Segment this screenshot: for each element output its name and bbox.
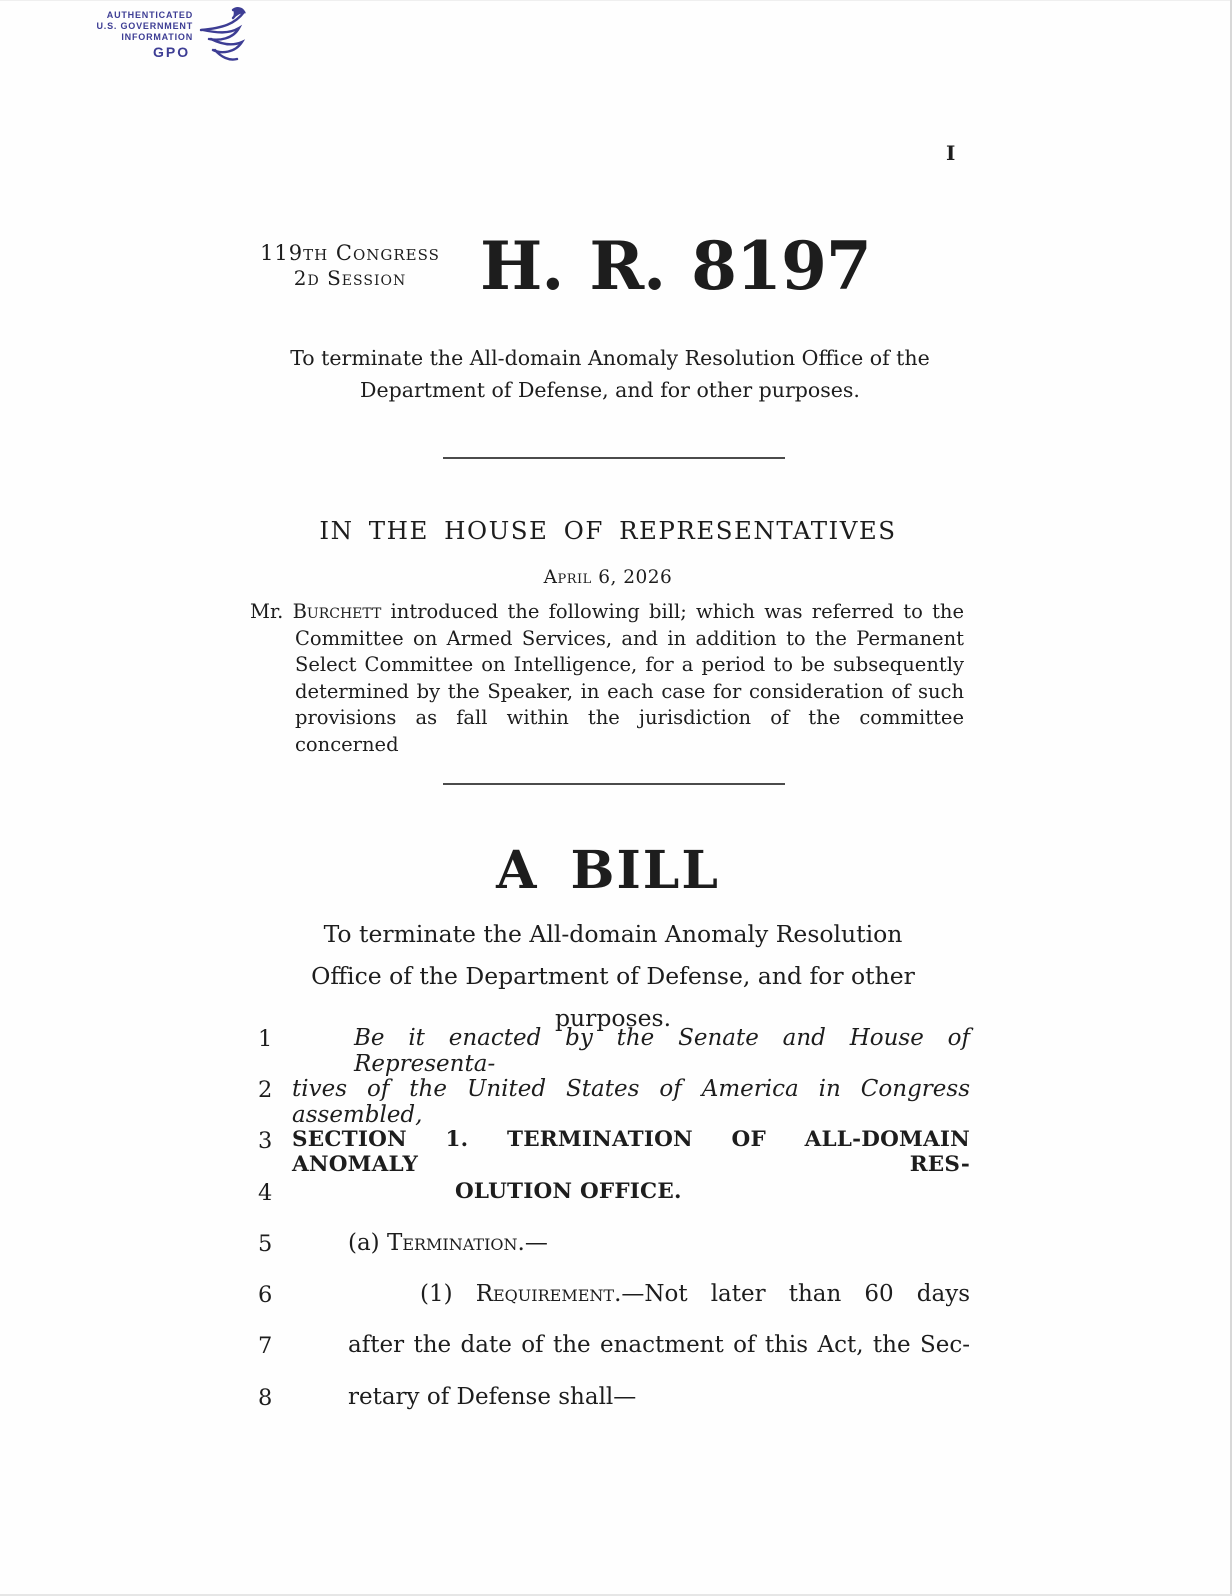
congress-label: 119th Congress: [260, 241, 440, 265]
line-text-smallcaps: Termination.: [386, 1230, 525, 1256]
line-text-body: —Not later than 60 days: [621, 1281, 970, 1307]
page-number: I: [946, 141, 956, 165]
gpo-logo-text: [95, 10, 193, 43]
line-number: 1: [258, 1026, 273, 1052]
line-text-body: OLUTION OFFICE.: [455, 1179, 682, 1204]
horizontal-rule-bottom: [443, 783, 785, 785]
chamber-heading: IN THE HOUSE OF REPRESENTATIVES: [319, 516, 897, 545]
gpo-logo-line-2: U.S. GOVERNMENT: [96, 21, 193, 31]
bill-line-7: [258, 1332, 970, 1358]
gpo-authentication-logo: [95, 6, 245, 70]
line-text-body: Be it enacted by the Senate and House of Representa-: [354, 1025, 970, 1077]
bill-line-2: [258, 1076, 970, 1128]
scan-edge-top: [0, 0, 1232, 1]
line-text: [292, 1076, 970, 1128]
gpo-eagle-icon: [183, 6, 247, 70]
bill-purpose: To terminate the All-domain Anomaly Resolution Office of the Department of Defense, and for other purposes.: [311, 920, 915, 1032]
line-text-body: SECTION 1. TERMINATION OF ALL-DOMAIN ANOMALY RES-: [292, 1127, 970, 1177]
line-text: [292, 1025, 970, 1077]
bill-line-8: [258, 1384, 970, 1410]
line-text-body: retary of Defense shall—: [348, 1384, 637, 1410]
line-text-body: —: [524, 1230, 548, 1256]
sponsor-prefix: Mr.: [250, 600, 293, 623]
line-text: [292, 1384, 970, 1410]
sponsor-name: Burchett: [292, 600, 382, 623]
line-number: 6: [258, 1282, 273, 1308]
line-text: [292, 1127, 970, 1177]
line-text: [292, 1230, 970, 1256]
congress-session-block: [248, 241, 452, 290]
bill-line-5: [258, 1230, 970, 1256]
bill-line-6: [258, 1281, 970, 1307]
line-text-body: tives of the United States of America in Congress assembled,: [292, 1076, 970, 1128]
bill-line-4: [258, 1179, 970, 1204]
line-text: [292, 1179, 970, 1204]
gpo-logo-line-1: AUTHENTICATED: [106, 10, 193, 20]
line-text: [292, 1281, 970, 1307]
line-number: 8: [258, 1385, 273, 1411]
line-text-pre: (a): [348, 1230, 387, 1256]
line-text: [292, 1332, 970, 1358]
gpo-logo-line-3: INFORMATION: [121, 32, 193, 42]
introduction-date: April 6, 2026: [543, 567, 673, 588]
horizontal-rule-top: [443, 457, 785, 459]
sponsor-intro-paragraph: [250, 599, 964, 758]
line-number: 5: [258, 1231, 273, 1257]
line-number: 7: [258, 1333, 273, 1359]
line-text-smallcaps: Requirement.: [475, 1281, 622, 1307]
line-text-body: after the date of the enactment of this Act, the Sec-: [348, 1332, 970, 1358]
line-number: 3: [258, 1128, 273, 1154]
line-text-pre: (1): [420, 1281, 476, 1307]
bill-title: A BILL: [496, 840, 720, 901]
bill-line-1: [258, 1025, 970, 1077]
bill-preamble: To terminate the All-domain Anomaly Resolution Office of the Department of Defense, and for other purposes.: [290, 346, 930, 402]
gpo-abbr-label: GPO: [153, 44, 191, 60]
bill-line-3: [258, 1127, 970, 1177]
line-number: 2: [258, 1077, 273, 1103]
line-number: 4: [258, 1180, 273, 1206]
bill-number: H. R. 8197: [480, 227, 871, 305]
session-label: 2d Session: [293, 266, 407, 290]
sponsor-intro-rest: introduced the following bill; which was referred to the Committee on Armed Services, and in addition to the Permanent Select Committee on Intelligence, for a period to be subsequently determined by the Speaker, in each case for consideration of such provisions as fall within the jurisdiction of the committee concerned: [295, 600, 964, 756]
